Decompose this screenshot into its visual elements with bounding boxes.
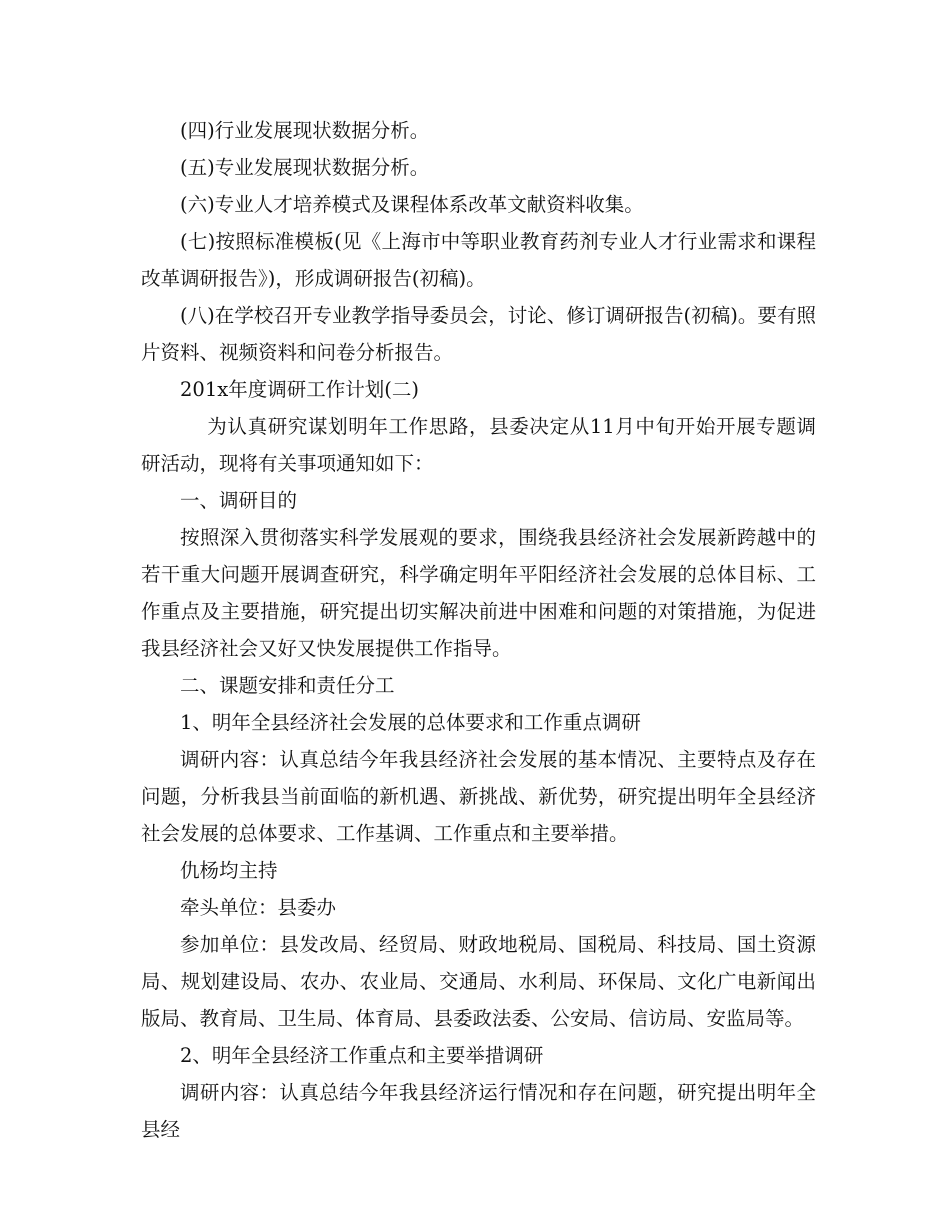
document-body — [141, 112, 816, 1148]
section-title-plan-2: 201x年度调研工作计划(二) — [180, 378, 419, 401]
paragraph-item-8: (八)在学校召开专业教学指导委员会，讨论、修订调研报告(初稿)。要有照片资料、视频资料和问卷分析报告。 — [141, 304, 816, 364]
topic-1-content: 调研内容：认真总结今年我县经济社会发展的基本情况、主要特点及存在问题，分析我县当前面临的新机遇、新挑战、新优势，研究提出明年全县经济社会发展的总体要求、工作基调、工作重点和主要举措。 — [141, 748, 816, 845]
paragraph-item-5: (五)专业发展现状数据分析。 — [180, 156, 430, 179]
topic-1-title: 1、明年全县经济社会发展的总体要求和工作重点调研 — [180, 711, 641, 734]
paragraph-item-4: (四)行业发展现状数据分析。 — [180, 119, 430, 142]
purpose-paragraph: 按照深入贯彻落实科学发展观的要求，围绕我县经济社会发展新跨越中的若干重大问题开展调查研究，科学确定明年平阳经济社会发展的总体目标、工作重点及主要措施，研究提出切实解决前进中困难和问题的对策措施，为促进我县经济社会又好又快发展提供工作指导。 — [141, 526, 816, 660]
paragraph-item-6: (六)专业人才培养模式及课程体系改革文献资料收集。 — [180, 193, 644, 216]
heading-topics: 二、课题安排和责任分工 — [180, 674, 395, 697]
topic-1-lead-unit: 牵头单位：县委办 — [180, 896, 337, 919]
topic-2-title: 2、明年全县经济工作重点和主要举措调研 — [180, 1044, 544, 1067]
topic-2-content: 调研内容：认真总结今年我县经济运行情况和存在问题，研究提出明年全县经 — [141, 1081, 816, 1141]
paragraph-item-7: (七)按照标准模板(见《上海市中等职业教育药剂专业人才行业需求和课程改革调研报告》)，形成调研报告(初稿)。 — [141, 230, 816, 290]
heading-purpose: 一、调研目的 — [180, 489, 298, 512]
intro-paragraph: 为认真研究谋划明年工作思路，县委决定从11月中旬开始开展专题调研活动，现将有关事项通知如下： — [141, 415, 816, 475]
topic-1-host: 仇杨均主持 — [180, 859, 278, 882]
topic-1-participants: 参加单位：县发改局、经贸局、财政地税局、国税局、科技局、国土资源局、规划建设局、农办、农业局、交通局、水利局、环保局、文化广电新闻出版局、教育局、卫生局、体育局、县委政法委、公安局、信访局、安监局等。 — [141, 933, 816, 1030]
